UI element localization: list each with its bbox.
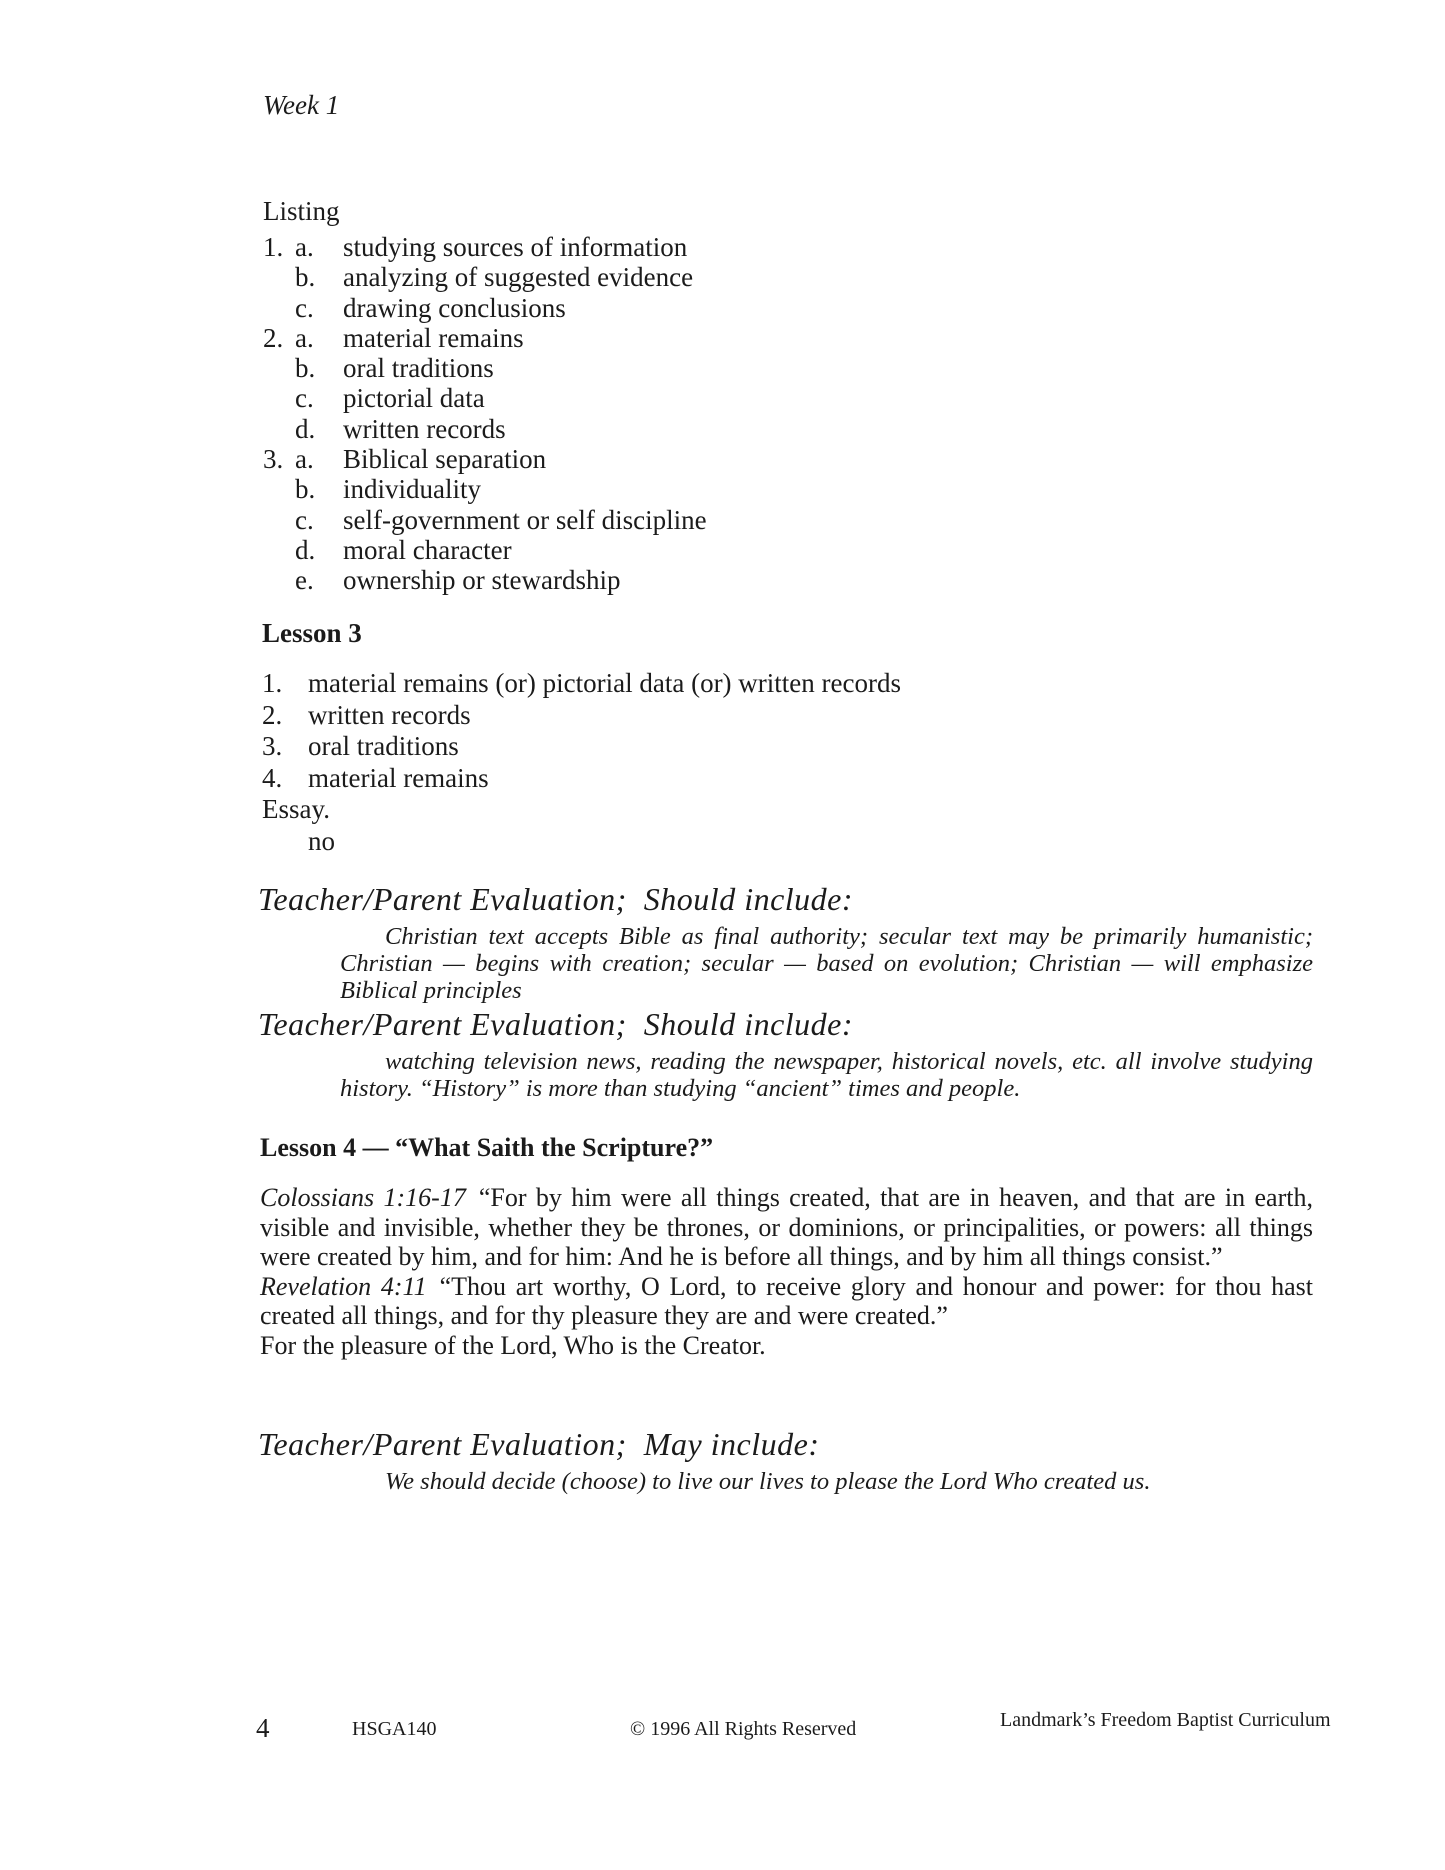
row-number <box>263 353 295 383</box>
page-number: 4 <box>256 1713 270 1743</box>
answer-number: 4. <box>262 762 283 793</box>
evaluation-block-3 <box>258 1425 1315 1495</box>
row-letter: d. <box>295 534 316 565</box>
scripture-quote: “For by him were all things created, that are in heaven, and that are in earth, visible and invisible, whether they be thrones, or dominions, or principalities, or powers: all things were created by him, and for him: And he is before all things, and by him all things consist.” <box>260 1183 1313 1271</box>
list-row <box>263 232 707 262</box>
essay-answer: no <box>308 825 335 856</box>
row-text: studying sources of information <box>343 232 688 262</box>
answer-text: material remains (or) pictorial data (or) written records <box>308 668 901 698</box>
list-row <box>263 444 707 474</box>
row-number: 2. <box>263 322 284 353</box>
row-number <box>263 535 295 565</box>
list-row <box>263 262 707 292</box>
lesson4-title: Lesson 4 — “What Saith the Scripture?” <box>260 1133 714 1162</box>
row-text: oral traditions <box>343 353 494 384</box>
publisher-name: Landmark’s Freedom Baptist Curriculum <box>1000 1709 1331 1731</box>
evaluation-block-2 <box>258 1005 1315 1102</box>
scripture-paragraph <box>260 1183 1313 1272</box>
row-letter: d. <box>295 413 316 444</box>
answer-number: 3. <box>262 731 283 761</box>
row-text: self-government or self discipline <box>343 504 707 535</box>
scripture-quote: “Thou art worthy, O Lord, to receive glory and honour and power: for thou hast created all things, and for thy pleasure they are and were created.” <box>260 1271 1314 1330</box>
row-text: drawing conclusions <box>343 292 566 323</box>
row-number <box>263 293 295 323</box>
list-row <box>263 323 707 353</box>
essay-label: Essay. <box>262 794 330 824</box>
evaluation-heading: Teacher/Parent Evaluation; May include: <box>258 1426 820 1462</box>
row-letter: e. <box>295 565 314 596</box>
copyright-notice: © 1996 All Rights Reserved <box>630 1718 857 1740</box>
answer-text: material remains <box>308 762 489 793</box>
scripture-reference: Revelation 4:11 <box>260 1271 427 1301</box>
lesson3-section <box>262 618 901 857</box>
listing-section <box>263 196 707 596</box>
answer-number: 1. <box>262 668 283 698</box>
row-text: ownership or stewardship <box>343 565 621 596</box>
list-row <box>263 353 707 383</box>
answer-text: written records <box>308 699 471 730</box>
evaluation-block-1 <box>258 880 1315 1004</box>
row-letter: a. <box>295 444 314 475</box>
list-row <box>263 474 707 504</box>
row-number <box>263 505 295 535</box>
row-number <box>263 474 295 504</box>
row-text: Biblical separation <box>343 444 547 475</box>
row-number <box>263 565 295 595</box>
scripture-reference: Colossians 1:16-17 <box>260 1183 466 1212</box>
list-row <box>263 565 707 595</box>
answer-text: oral traditions <box>308 731 459 761</box>
lesson3-title: Lesson 3 <box>262 618 362 648</box>
row-letter: c. <box>295 504 314 535</box>
lesson4-section <box>260 1133 1313 1360</box>
list-row <box>263 293 707 323</box>
row-letter: b. <box>295 353 316 384</box>
evaluation-body: We should decide (choose) to live our lives to please the Lord Who created us. <box>385 1468 1151 1495</box>
row-number <box>263 414 295 444</box>
scripture-paragraph <box>260 1272 1313 1331</box>
evaluation-body: Christian text accepts Bible as final authority; secular text may be primarily humanistic; Christian — begins with creation; secular — based on evolution; Christian — will emphasize Biblical principles <box>340 923 1313 1004</box>
row-text: written records <box>343 413 506 444</box>
row-number <box>263 383 295 413</box>
row-number: 1. <box>263 232 284 262</box>
list-row <box>263 535 707 565</box>
list-row <box>263 505 707 535</box>
evaluation-heading: Teacher/Parent Evaluation; Should include: <box>258 881 854 917</box>
list-row <box>263 383 707 413</box>
row-number: 3. <box>263 444 284 475</box>
row-text: moral character <box>343 534 512 565</box>
row-letter: b. <box>295 262 316 293</box>
answer-row <box>262 668 901 700</box>
row-letter: a. <box>295 322 314 353</box>
lesson4-closing: For the pleasure of the Lord, Who is the Creator. <box>260 1330 766 1360</box>
row-text: pictorial data <box>343 383 485 414</box>
row-text: individuality <box>343 474 481 505</box>
course-code: HSGA140 <box>352 1718 437 1740</box>
row-letter: c. <box>295 383 314 414</box>
list-row <box>263 414 707 444</box>
answer-row <box>262 731 901 763</box>
row-letter: c. <box>295 292 314 323</box>
evaluation-body: watching television news, reading the newspaper, historical novels, etc. all involve studying history. “History” is more than studying “ancient” times and people. <box>340 1048 1313 1102</box>
listing-title: Listing <box>263 196 340 226</box>
row-text: analyzing of suggested evidence <box>343 262 694 293</box>
week-header: Week 1 <box>263 90 340 120</box>
row-text: material remains <box>343 322 524 353</box>
evaluation-heading: Teacher/Parent Evaluation; Should include: <box>258 1006 854 1042</box>
row-letter: b. <box>295 474 316 505</box>
answer-row <box>262 700 901 732</box>
answer-number: 2. <box>262 699 283 730</box>
row-number <box>263 262 295 292</box>
answer-row <box>262 763 901 795</box>
row-letter: a. <box>295 232 314 262</box>
